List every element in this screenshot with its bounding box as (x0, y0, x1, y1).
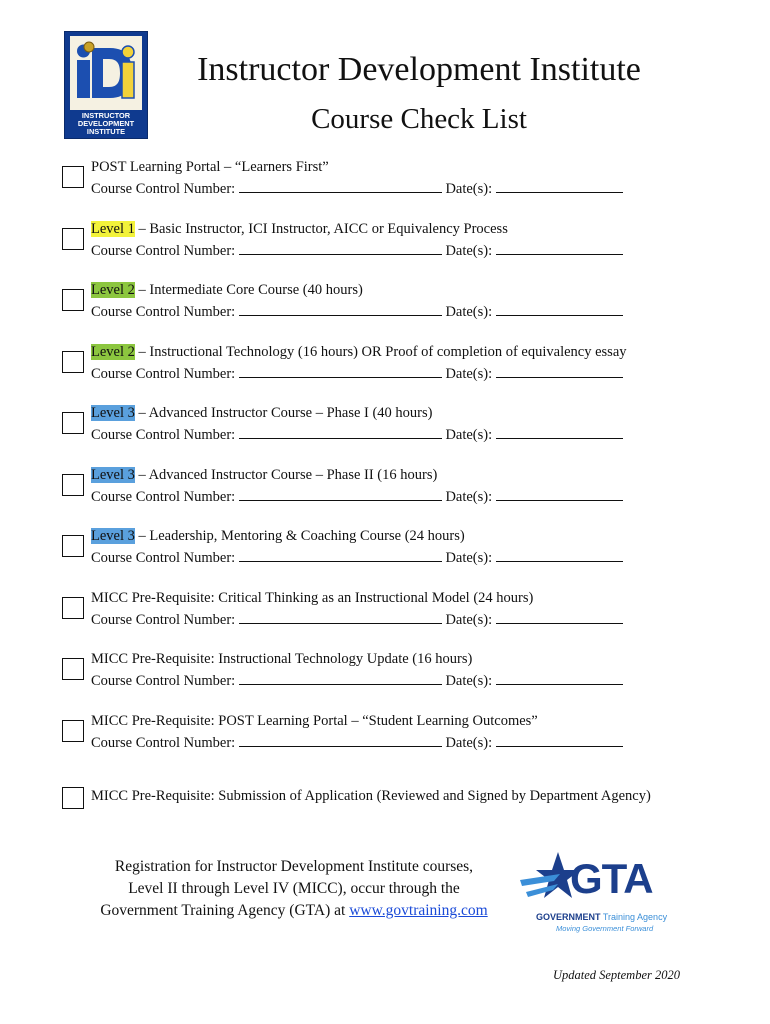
course-fields-line (91, 548, 623, 567)
course-control-number-label: Course Control Number: (91, 550, 236, 566)
course-checkbox[interactable] (62, 228, 84, 250)
course-fields-line (91, 610, 623, 629)
course-checkbox[interactable] (62, 535, 84, 557)
course-control-number-label: Course Control Number: (91, 734, 236, 751)
registration-line (80, 900, 508, 922)
course-control-number-field[interactable] (239, 671, 442, 685)
dates-label: Date(s): (445, 427, 493, 443)
course-title: – Instructional Technology (16 hours) OR Proof of completion of equivalency essay (134, 343, 627, 360)
dates-field[interactable] (496, 425, 623, 439)
dates-field[interactable] (496, 548, 623, 562)
dates-field[interactable] (496, 364, 623, 378)
course-control-number-field[interactable] (239, 179, 442, 193)
course-checkbox[interactable] (62, 720, 84, 742)
registration-line-prefix: Government Training Agency (GTA) at (100, 902, 350, 919)
course-checkbox[interactable] (62, 474, 84, 496)
govtraining-link[interactable]: www.govtraining.com (349, 902, 488, 919)
course-title-line (91, 404, 432, 422)
course-title-line (91, 466, 437, 484)
dates-field[interactable] (496, 241, 623, 255)
registration-line: Registration for Instructor Development Institute courses, (114, 858, 474, 875)
dates-label: Date(s): (445, 304, 493, 320)
level-badge: Level 2 (91, 343, 135, 360)
course-control-number-label: Course Control Number: (91, 181, 236, 197)
course-control-number-label: Course Control Number: (91, 242, 236, 259)
gta-logo (520, 848, 680, 934)
course-title-line (91, 712, 538, 730)
course-title: MICC Pre-Requisite: Critical Thinking as an Instructional Model (24 hours) (91, 589, 534, 606)
course-title-line (91, 527, 465, 545)
course-checkbox[interactable] (62, 166, 84, 188)
course-fields-line (91, 425, 623, 444)
dates-field[interactable] (496, 671, 623, 685)
dates-label: Date(s): (445, 365, 493, 382)
course-control-number-field[interactable] (239, 241, 442, 255)
course-title-line (91, 589, 533, 607)
course-fields-line (91, 487, 623, 506)
course-fields-line (91, 671, 623, 690)
course-title: MICC Pre-Requisite: POST Learning Portal – “Student Learning Outcomes” (91, 712, 538, 729)
course-fields-line (91, 179, 623, 198)
course-title: – Leadership, Mentoring & Coaching Course (24 hours) (134, 528, 465, 544)
course-fields-line (91, 241, 623, 260)
course-checkbox[interactable] (62, 597, 84, 619)
course-title: – Intermediate Core Course (40 hours) (134, 282, 363, 298)
course-title: MICC Pre-Requisite: Instructional Technology Update (16 hours) (91, 651, 473, 667)
gta-logo-letters: GTA (570, 855, 653, 902)
registration-line: Level II through Level IV (MICC), occur through the (128, 880, 460, 897)
level-badge: Level 3 (91, 466, 135, 483)
page-subtitle: Course Check List (311, 103, 527, 135)
course-control-number-field[interactable] (239, 548, 442, 562)
course-fields-line (91, 302, 623, 321)
dates-field[interactable] (496, 610, 623, 624)
course-checkbox[interactable] (62, 289, 84, 311)
logo-text-line: INSTRUCTOR (81, 111, 131, 120)
level-badge: Level 2 (91, 282, 135, 298)
course-control-number-label: Course Control Number: (91, 673, 236, 689)
course-checkbox[interactable] (62, 412, 84, 434)
course-title: MICC Pre-Requisite: Submission of Application (Reviewed and Signed by Department Agency) (91, 788, 651, 804)
course-title-line (91, 158, 329, 176)
course-control-number-field[interactable] (239, 487, 442, 501)
registration-note (80, 856, 508, 922)
course-control-number-label: Course Control Number: (91, 427, 236, 443)
dates-field[interactable] (496, 733, 623, 747)
course-control-number-label: Course Control Number: (91, 611, 236, 628)
course-title-line (91, 650, 472, 668)
gta-logo-tagline: Moving Government Forward (556, 924, 654, 933)
course-title: – Basic Instructor, ICI Instructor, AICC or Equivalency Process (134, 220, 508, 237)
course-checkbox[interactable] (62, 351, 84, 373)
dates-field[interactable] (496, 302, 623, 316)
dates-field[interactable] (496, 487, 623, 501)
course-control-number-field[interactable] (239, 610, 442, 624)
logo-text-line: DEVELOPMENT (77, 119, 135, 129)
course-control-number-label: Course Control Number: (91, 488, 236, 505)
logo-text-line: INSTITUTE (86, 127, 126, 137)
course-control-number-label: Course Control Number: (91, 365, 236, 382)
course-checkbox[interactable] (62, 787, 84, 809)
course-title-line (91, 281, 363, 299)
course-title-line (91, 343, 627, 361)
course-control-number-field[interactable] (239, 302, 442, 316)
course-control-number-label: Course Control Number: (91, 304, 236, 320)
dates-label: Date(s): (445, 488, 493, 505)
gta-logo-name (536, 912, 667, 922)
gta-logo-name-bold: GOVERNMENT (536, 912, 601, 922)
course-fields-line (91, 364, 623, 383)
gta-logo-name-rest: Training Agency (602, 912, 668, 922)
updated-date: Updated September 2020 (552, 968, 680, 982)
course-control-number-field[interactable] (239, 733, 442, 747)
dates-label: Date(s): (445, 673, 493, 689)
course-title: – Advanced Instructor Course – Phase II (16 hours) (134, 466, 438, 483)
course-title-line (91, 220, 508, 238)
course-checkbox[interactable] (62, 658, 84, 680)
course-fields-line (91, 733, 623, 752)
dates-label: Date(s): (445, 242, 493, 259)
level-badge: Level 3 (91, 405, 135, 421)
dates-field[interactable] (496, 179, 623, 193)
course-control-number-field[interactable] (239, 364, 442, 378)
course-title-line (91, 787, 651, 805)
course-title: POST Learning Portal – “Learners First” (91, 159, 329, 175)
level-badge: Level 3 (91, 528, 135, 544)
dates-label: Date(s): (445, 734, 493, 751)
dates-label: Date(s): (445, 181, 493, 197)
course-title: – Advanced Instructor Course – Phase I (40 hours) (134, 405, 433, 421)
page-title: Instructor Development Institute (197, 51, 641, 88)
course-control-number-field[interactable] (239, 425, 442, 439)
dates-label: Date(s): (445, 550, 493, 566)
level-badge: Level 1 (91, 220, 135, 237)
dates-label: Date(s): (445, 611, 493, 628)
